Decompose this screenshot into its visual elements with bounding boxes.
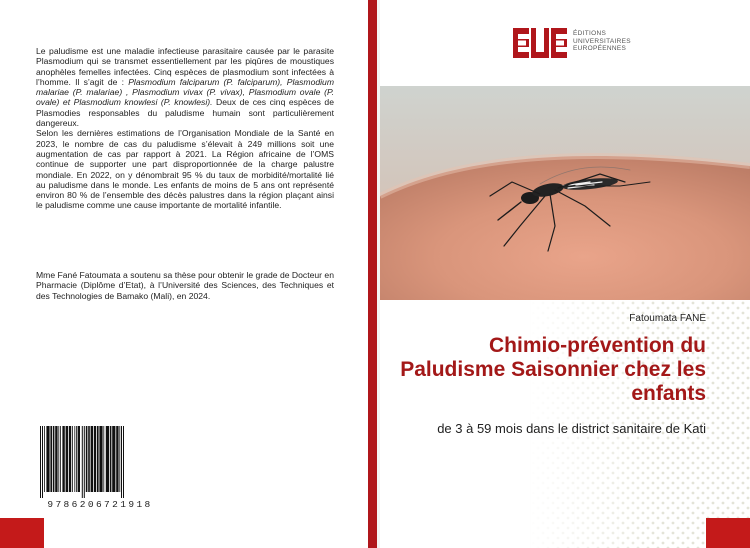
summary-text-danger: Deux de ces cinq espèces de Plasmodies responsables du paludisme humain sont particulièrement dangereux. (36, 97, 334, 129)
publisher-name-line: EUROPÉENNES (573, 45, 627, 53)
summary-paragraph-1 (36, 46, 334, 128)
barcode-bar (91, 426, 93, 492)
barcode-bar (46, 426, 49, 492)
back-cover (0, 0, 368, 548)
front-red-block (706, 518, 750, 548)
publisher-name (573, 30, 631, 53)
barcode-bar (86, 426, 88, 492)
isbn-number: 9786206721918 (47, 499, 153, 510)
barcode-bar (82, 426, 83, 498)
book-title: Chimio-prévention du Paludisme Saisonnier chez les enfants (400, 334, 706, 405)
barcode-bar (50, 426, 52, 492)
author-bio: Mme Fané Fatoumata a soutenu sa thèse pour obtenir le grade de Docteur en Pharmacie (Diplôme d’Etat), à l’Université des Sciences, des Techniques et des Technologies de Bamako (Mali), en 2024. (36, 270, 334, 301)
barcode-bar (55, 426, 57, 492)
barcode-bar (106, 426, 109, 492)
barcode-bar (53, 426, 55, 492)
barcode-bar (121, 426, 122, 498)
barcode-bar (62, 426, 64, 492)
barcode-bar (99, 426, 102, 492)
barcode-bar (123, 426, 124, 498)
barcode-bar (58, 426, 59, 492)
cover-photo (380, 86, 750, 300)
barcode-bar (78, 426, 80, 492)
summary-text-intro: Le paludisme est une maladie infectieuse parasitaire causée par le parasite Plasmodium qui se transmet essentiellement par les piqûres de moustiques anophèles femelles infectées. Cinq espèces de plasmodium sont infectées à l’homme. Il s’agit de : (36, 46, 334, 87)
barcode-bar (76, 426, 77, 492)
barcode-bar (44, 426, 45, 492)
spine (368, 0, 377, 548)
back-red-block (0, 518, 44, 548)
barcode-bar (119, 426, 120, 492)
front-cover (380, 0, 750, 548)
barcode-bar (94, 426, 96, 492)
barcode-bar (74, 426, 75, 492)
barcode-bar (110, 426, 112, 492)
barcode-bar (60, 426, 61, 492)
barcode-bar (40, 426, 41, 498)
publisher-name-line: UNIVERSITAIRES (573, 37, 631, 45)
summary-species-list: Plasmodium falciparum (P. falciparum), Plasmodium malariae (P. malariae) , Plasmodium vivax (P. vivax), Plasmodium ovale (P. ovale) et Plasmodium knowlesi (P. knowlesi). (36, 76, 334, 108)
eue-logo-icon (513, 28, 569, 58)
barcode-bar (103, 426, 104, 492)
barcode-bar (69, 426, 71, 492)
barcode-bar (66, 426, 68, 492)
mosquito-on-skin-image (380, 86, 750, 300)
summary-paragraph-2: Selon les dernières estimations de l’Organisation Mondiale de la Santé en 2023, le nombre de cas du paludisme s’élevait à 249 millions soit une augmentation de cas par rapport à 2021. La Région africaine de l’OMS continue de supporter une part disproportionnée de la charge palustre mondiale. En 2022, on y dénombrait 95 % du taux de morbidité/mortalité lié au paludisme dans le monde. Les enfants de moins de 5 ans ont représenté environ 80 % de l’ensemble des décès palustres dans la région plaçant ainsi le paludisme comme une cause importante de mortalité infantile. (36, 128, 334, 211)
barcode-bar (97, 426, 99, 492)
barcode-bar (88, 426, 90, 492)
book-subtitle: de 3 à 59 mois dans le district sanitaire de Kati (437, 421, 706, 436)
barcode-bar (72, 426, 73, 492)
barcode-bar (42, 426, 43, 498)
author-name: Fatoumata FANE (629, 313, 706, 324)
back-cover-summary (36, 46, 334, 211)
barcode-bar (112, 426, 115, 492)
barcode-bar (84, 426, 85, 498)
publisher-logo (513, 28, 633, 58)
publisher-name-line: ÉDITIONS (573, 30, 607, 37)
barcode-bar (116, 426, 118, 492)
